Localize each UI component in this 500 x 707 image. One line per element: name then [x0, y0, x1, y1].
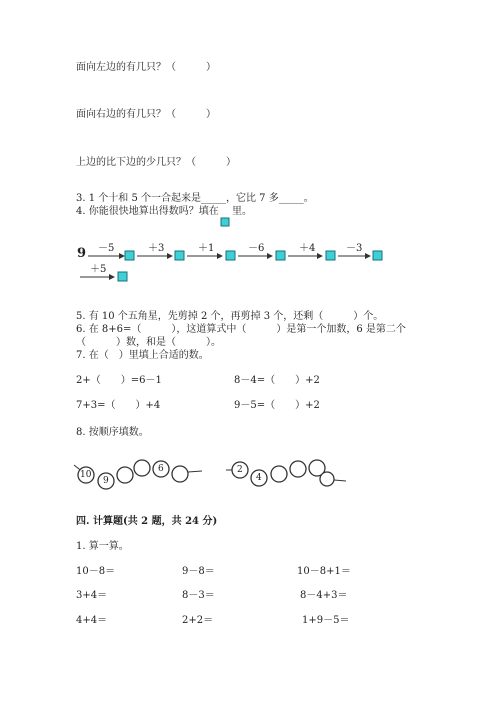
sequence-bead [134, 460, 150, 476]
problem-4-suffix: 里。 [232, 206, 252, 217]
answer-box [125, 251, 134, 260]
answer-box [373, 251, 382, 260]
sequence-string-right-tail [334, 480, 346, 481]
bead-label: 4 [256, 473, 262, 483]
sequence-bead [290, 461, 306, 477]
question-left: 面向左边的有几只？（ ） [76, 62, 216, 73]
sequence-string-left-tail [188, 471, 202, 472]
calc-item: 10－8＝ [76, 566, 116, 577]
chain-start: 9 [77, 246, 87, 261]
calc-item: 8－3＝ [182, 590, 215, 601]
calc-item: 10－8+1＝ [297, 566, 351, 577]
fill-item: 9－5=（ ）+2 [234, 400, 320, 411]
fill-item: 8－4=（ ）+2 [234, 375, 320, 386]
sequence-bead [117, 467, 133, 483]
question-1: 1. 算一算。 [76, 541, 129, 552]
sequence-bead [172, 466, 188, 482]
answer-box [276, 251, 285, 260]
problem-4-text: 4. 你能很快地算出得数吗？填在 [76, 206, 219, 217]
sequence-bead [271, 466, 287, 482]
question-top: 上边的比下边的少几只？（ ） [76, 157, 236, 168]
problem-3: 3. 1 个十和 5 个一合起来是_____，它比 7 多_____。 [76, 193, 314, 204]
bead-label: 6 [158, 464, 164, 474]
problem-5: 5. 有 10 个五角星，先剪掉 2 个，再剪掉 3 个，还剩（ ）个。 [76, 311, 384, 322]
answer-box [326, 251, 335, 260]
section-title: 四. 计算题(共 2 题，共 24 分) [76, 516, 218, 527]
problem-6-line2: （ ）数，和是（ ）。 [76, 337, 221, 348]
calc-item: 9－8＝ [182, 566, 215, 577]
answer-box-legend [221, 218, 229, 226]
calc-item: 1+9－5＝ [302, 615, 350, 626]
chain-op: ＋3 [148, 243, 165, 254]
bead-label: 2 [237, 465, 243, 475]
calc-item: 8－4+3＝ [300, 590, 348, 601]
chain-op: －5 [98, 243, 115, 254]
fill-item: 2+（ ）=6－1 [76, 375, 162, 386]
bead-label: 9 [103, 476, 109, 486]
fill-item: 7+3=（ ）+4 [76, 400, 161, 411]
chain-op: －6 [248, 243, 265, 254]
chain-op: ＋5 [90, 264, 107, 275]
bead-label: 10 [80, 470, 92, 480]
chain-op: ＋4 [299, 243, 316, 254]
problem-7: 7. 在（ ）里填上合适的数。 [76, 350, 209, 361]
problem-6-line1: 6. 在 8+6=（ ），这道算式中（ ）是第一个加数，6 是第二个 [76, 324, 406, 335]
answer-box [118, 272, 127, 281]
answer-box [175, 251, 184, 260]
answer-box [226, 251, 235, 260]
chain-op: ＋1 [198, 243, 215, 254]
sequence-bead [320, 472, 334, 486]
calc-item: 3+4＝ [76, 590, 108, 601]
calc-item: 2+2＝ [182, 615, 214, 626]
calc-item: 4+4＝ [76, 615, 108, 626]
chain-op: －3 [346, 243, 363, 254]
question-right: 面向右边的有几只？（ ） [76, 109, 216, 120]
problem-8: 8. 按顺序填数。 [76, 427, 149, 438]
